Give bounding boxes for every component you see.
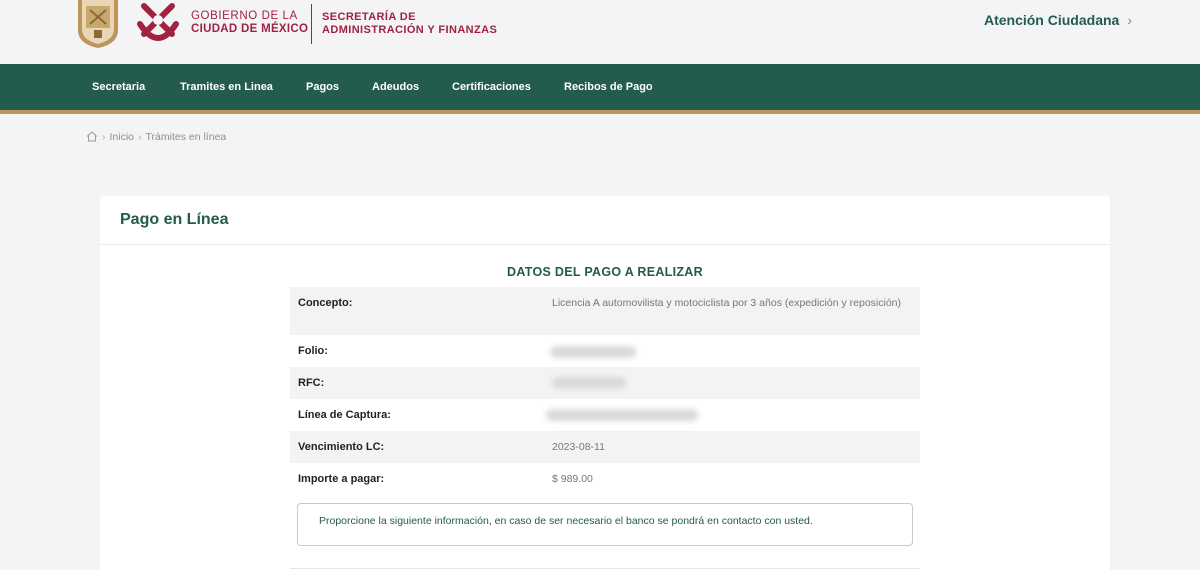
table-row-concepto xyxy=(290,287,920,335)
row-value: 2023-08-11 xyxy=(552,441,605,453)
secretaria-logo-text xyxy=(322,11,497,37)
breadcrumb xyxy=(86,131,226,143)
gov-line-2: CIUDAD DE MÉXICO xyxy=(191,23,309,35)
divider xyxy=(290,568,920,569)
row-value: $ 989.00 xyxy=(552,473,593,485)
redacted-value xyxy=(546,409,698,421)
atencion-label: Atención Ciudadana xyxy=(983,12,1120,28)
nav-item-adeudos[interactable]: Adeudos xyxy=(372,81,420,93)
cdmx-logo-icon xyxy=(134,0,182,52)
main-nav xyxy=(0,64,1200,114)
row-value: Licencia A automovilista y motociclista por 3 años (expedición y reposición) xyxy=(552,297,902,309)
nav-item-recibos[interactable]: Recibos de Pago xyxy=(564,81,653,93)
table-row-folio xyxy=(290,335,920,367)
breadcrumb-inicio[interactable]: Inicio xyxy=(109,131,135,143)
atencion-ciudadana-link[interactable] xyxy=(984,12,1132,28)
breadcrumb-separator: › xyxy=(102,131,106,143)
home-icon[interactable] xyxy=(86,131,98,142)
secretaria-line-2: ADMINISTRACIÓN Y FINANZAS xyxy=(322,24,498,36)
header-divider xyxy=(311,4,312,44)
coat-of-arms-icon xyxy=(76,0,120,48)
payment-card xyxy=(100,196,1110,570)
info-box xyxy=(297,503,913,546)
redacted-value xyxy=(552,377,626,389)
gov-line-1: GOBIERNO DE LA xyxy=(191,10,298,22)
chevron-right-icon: › xyxy=(1127,12,1132,28)
top-bar xyxy=(0,0,1200,64)
row-label: Concepto: xyxy=(298,297,353,309)
breadcrumb-separator: › xyxy=(138,131,142,143)
row-label: RFC: xyxy=(298,377,325,389)
breadcrumb-tramites[interactable]: Trámites en línea xyxy=(145,131,227,143)
row-label: Folio: xyxy=(298,345,328,357)
card-header xyxy=(100,196,1110,245)
secretaria-line-1: SECRETARÍA DE xyxy=(322,11,416,23)
nav-item-tramites[interactable]: Tramites en Linea xyxy=(180,81,273,93)
row-label: Importe a pagar: xyxy=(298,473,385,485)
redacted-value xyxy=(550,346,636,358)
row-label: Línea de Captura: xyxy=(298,409,391,421)
row-label: Vencimiento LC: xyxy=(298,441,385,453)
gov-logo-text xyxy=(191,10,308,36)
card-title: Pago en Línea xyxy=(120,211,229,228)
section-title: DATOS DEL PAGO A REALIZAR xyxy=(507,265,703,279)
info-text: Proporcione la siguiente información, en caso de ser necesario el banco se pondrá en contacto con usted. xyxy=(319,515,813,527)
nav-item-pagos[interactable]: Pagos xyxy=(306,81,340,93)
table-row-linea-captura xyxy=(290,399,920,431)
nav-item-certificaciones[interactable]: Certificaciones xyxy=(452,81,531,93)
table-row-importe xyxy=(290,463,920,495)
table-row-rfc xyxy=(290,367,920,399)
table-row-vencimiento xyxy=(290,431,920,463)
nav-item-secretaria[interactable]: Secretaria xyxy=(92,81,146,93)
